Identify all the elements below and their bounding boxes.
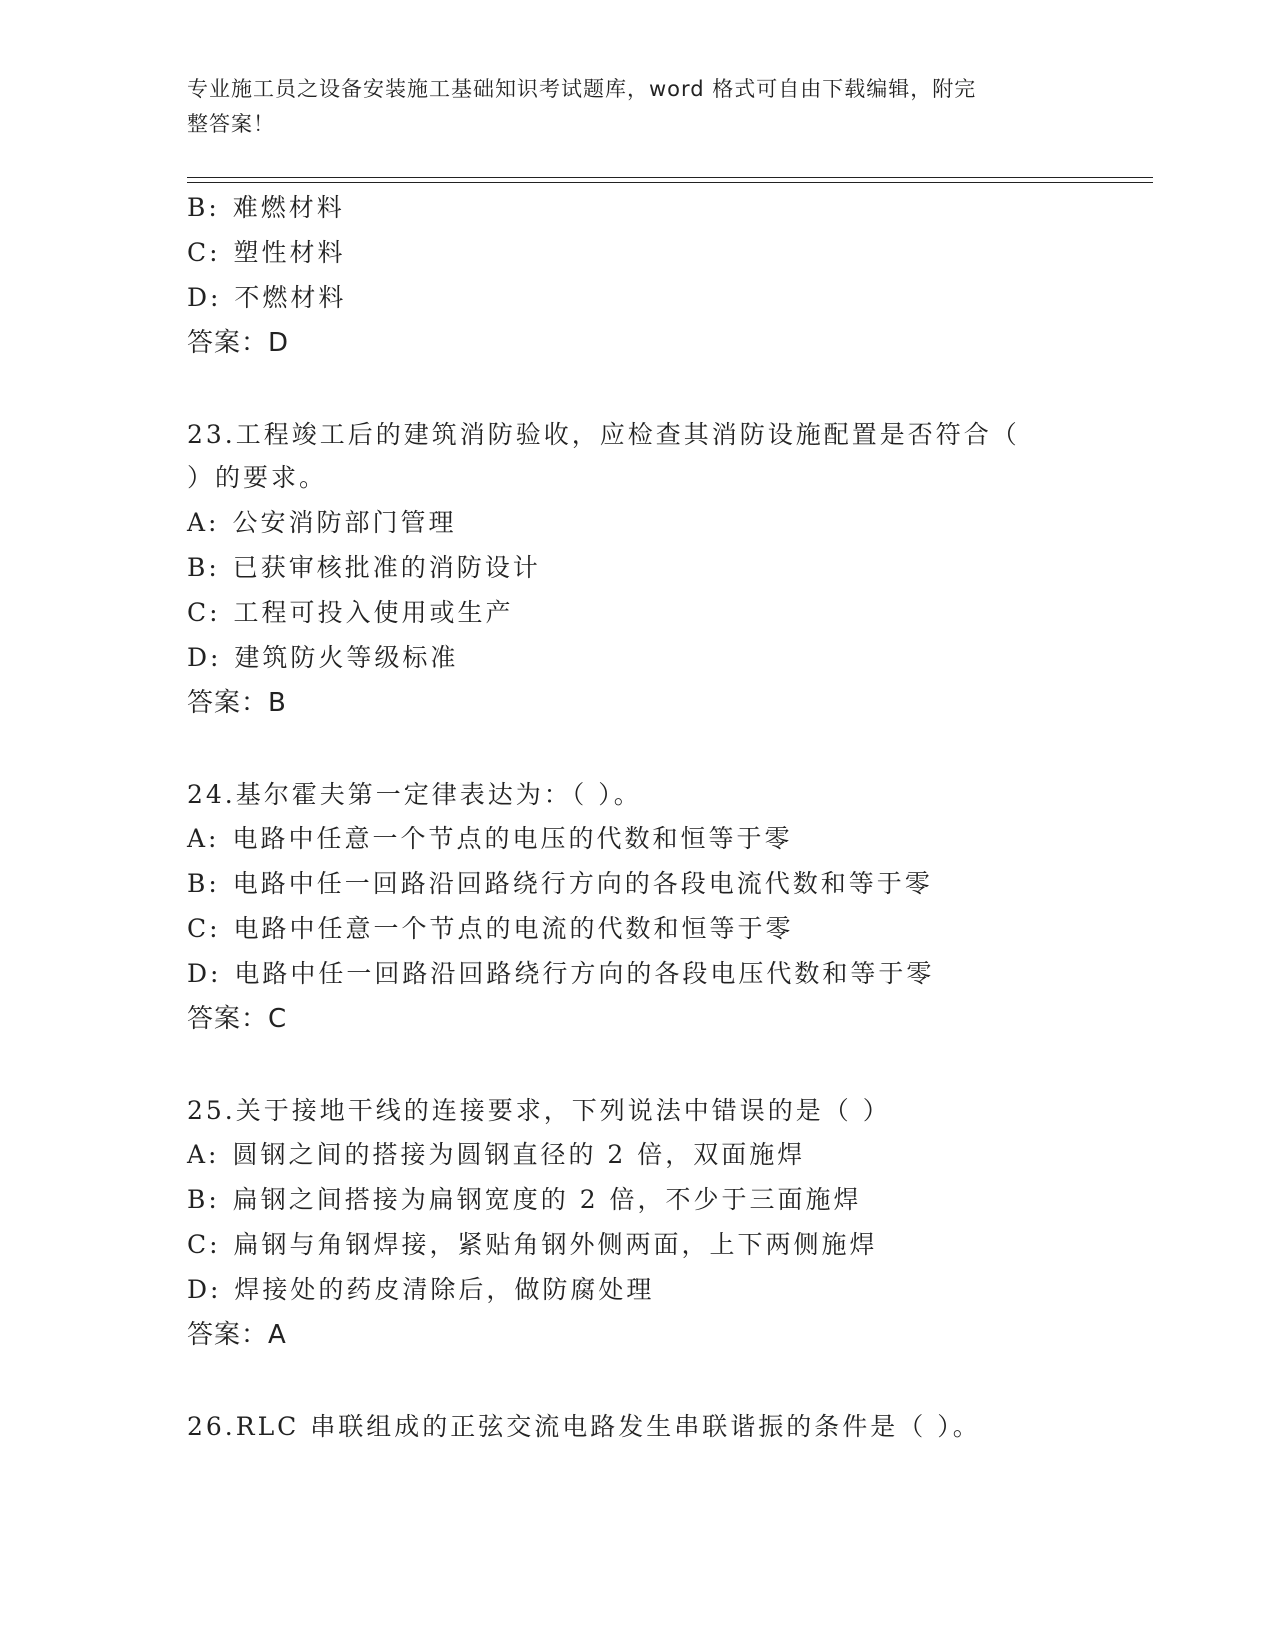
option-text: 塑性材料 <box>233 238 346 267</box>
q23-answer: 答案：B <box>187 688 287 718</box>
q24-option-b <box>187 867 933 901</box>
header-divider-bottom <box>187 182 1153 183</box>
option-prefix: B: <box>187 869 220 898</box>
q24-stem-line-1: 24.基尔霍夫第一定律表达为：（ ）。 <box>187 780 642 809</box>
document-header <box>187 72 1067 142</box>
q23-option-d <box>187 641 458 675</box>
option-text: 已获审核批准的消防设计 <box>232 553 541 582</box>
option-prefix: A: <box>187 824 220 853</box>
option-prefix: A: <box>187 508 220 537</box>
q26-stem-line-1: 26.RLC 串联组成的正弦交流电路发生串联谐振的条件是（ ）。 <box>187 1412 981 1441</box>
option-text: 电路中任意一个节点的电流的代数和恒等于零 <box>233 914 794 943</box>
q24-option-a <box>187 822 792 856</box>
option-text: 电路中任意一个节点的电压的代数和恒等于零 <box>232 824 793 853</box>
q25-answer: 答案：A <box>187 1320 287 1350</box>
q23-option-c <box>187 596 514 630</box>
option-text: 扁钢与角钢焊接，紧贴角钢外侧两面，上下两侧施焊 <box>233 1230 878 1259</box>
option-prefix: C: <box>187 914 221 943</box>
header-divider-top <box>187 177 1153 178</box>
option-text: 公安消防部门管理 <box>232 508 457 537</box>
q25-stem-line-1: 25.关于接地干线的连接要求，下列说法中错误的是（ ） <box>187 1096 891 1125</box>
q25-option-b <box>187 1183 862 1217</box>
option-text: 焊接处的药皮清除后，做防腐处理 <box>234 1275 655 1304</box>
option-prefix: B: <box>187 1185 220 1214</box>
option-text: 不燃材料 <box>234 283 347 312</box>
option-prefix: D: <box>187 1275 222 1304</box>
option-prefix: D: <box>187 643 222 672</box>
option-prefix: C: <box>187 238 221 267</box>
q23-stem-line-1: 23.工程竣工后的建筑消防验收，应检查其消防设施配置是否符合（ <box>187 420 1020 449</box>
q22-option-b <box>187 191 345 225</box>
q22-answer: 答案：D <box>187 328 290 358</box>
q24-option-d <box>187 957 934 991</box>
option-text: 难燃材料 <box>232 193 345 222</box>
option-prefix: C: <box>187 598 221 627</box>
option-text: 工程可投入使用或生产 <box>233 598 514 627</box>
option-prefix: C: <box>187 1230 221 1259</box>
q23-option-b <box>187 551 541 585</box>
header-line-1: 专业施工员之设备安装施工基础知识考试题库，word 格式可自由下载编辑，附完 <box>187 77 977 101</box>
option-text: 电路中任一回路沿回路绕行方向的各段电流代数和等于零 <box>232 869 933 898</box>
option-prefix: B: <box>187 553 220 582</box>
q24-answer: 答案：C <box>187 1004 288 1034</box>
q25-option-a <box>187 1138 805 1172</box>
option-text: 圆钢之间的搭接为圆钢直径的 2 倍，双面施焊 <box>232 1140 806 1169</box>
q22-option-c <box>187 236 346 270</box>
q22-option-d <box>187 281 346 315</box>
option-text: 建筑防火等级标准 <box>234 643 459 672</box>
q25-option-d <box>187 1273 654 1307</box>
q25-option-c <box>187 1228 878 1262</box>
option-text: 电路中任一回路沿回路绕行方向的各段电压代数和等于零 <box>234 959 935 988</box>
q23-option-a <box>187 506 456 540</box>
option-prefix: A: <box>187 1140 220 1169</box>
header-line-2: 整答案！ <box>187 112 275 136</box>
option-prefix: D: <box>187 283 222 312</box>
option-prefix: B: <box>187 193 220 222</box>
option-prefix: D: <box>187 959 222 988</box>
q24-option-c <box>187 912 794 946</box>
q23-stem-line-2: ）的要求。 <box>187 463 328 492</box>
option-text: 扁钢之间搭接为扁钢宽度的 2 倍，不少于三面施焊 <box>232 1185 862 1214</box>
